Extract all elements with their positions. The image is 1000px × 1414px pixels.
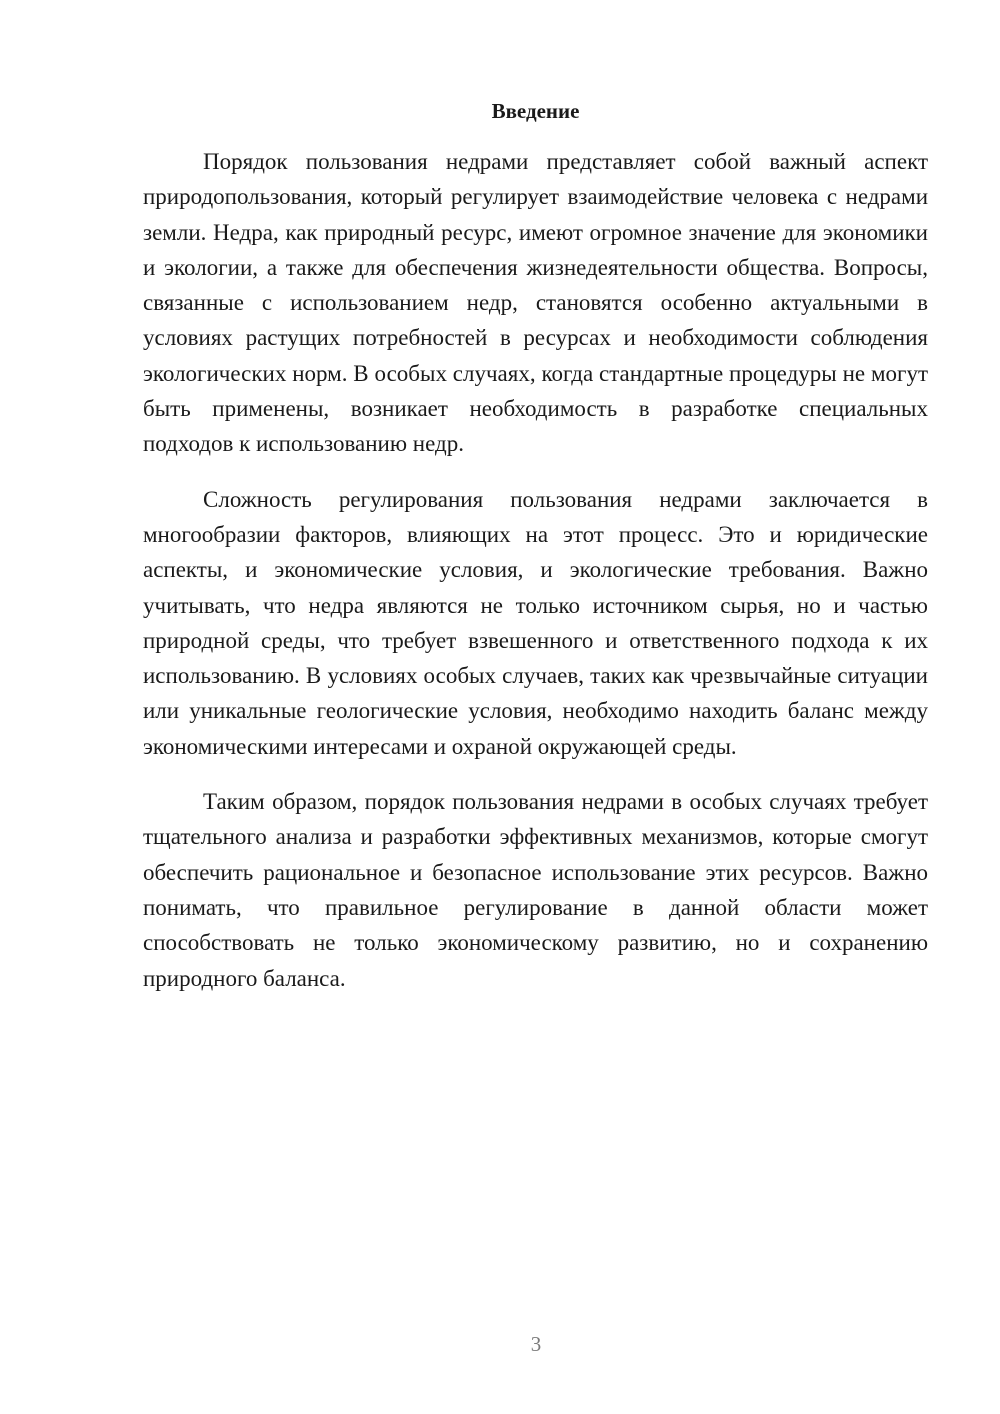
paragraph-3: Таким образом, порядок пользования недрами в особых случаях требует тщательного анализа и разработки эффективных механизмов, которые смогут обеспечить рациональное и безопасное использование этих ресурсов. Важно понимать, что правильное регулирование в данной области может способствовать не только экономическому развитию, но и сохранению природного баланса.: [143, 789, 928, 991]
paragraph-1: Порядок пользования недрами представляет собой важный аспект природопользования, который регулирует взаимодействие человека с недрами земли. Недра, как природный ресурс, имеют огромное значение для экономики и экологии, а также для обеспечения жизнедеятельности общества. Вопросы, связанные с использованием недр, становятся особенно актуальными в условиях растущих потребностей в ресурсах и необходимости соблюдения экологических норм. В особых случаях, когда стандартные процедуры не могут быть применены, возникает необходимость в разработке специальных подходов к использованию недр.: [143, 149, 928, 457]
paragraph-2: Сложность регулирования пользования недрами заключается в многообразии факторов, влияющих на этот процесс. Это и юридические аспекты, и экономические условия, и экологические требования. Важно учитывать, что недра являются не только источником сырья, но и частью природной среды, что требует взвешенного и ответственного подхода к их использованию. В условиях особых случаев, таких как чрезвычайные ситуации или уникальные геологические условия, необходимо находить баланс между экономическими интересами и охраной окружающей среды.: [143, 486, 928, 759]
document-body: [143, 96, 928, 996]
page-number: 3: [530, 1332, 542, 1356]
section-heading: Введение: [491, 99, 580, 123]
